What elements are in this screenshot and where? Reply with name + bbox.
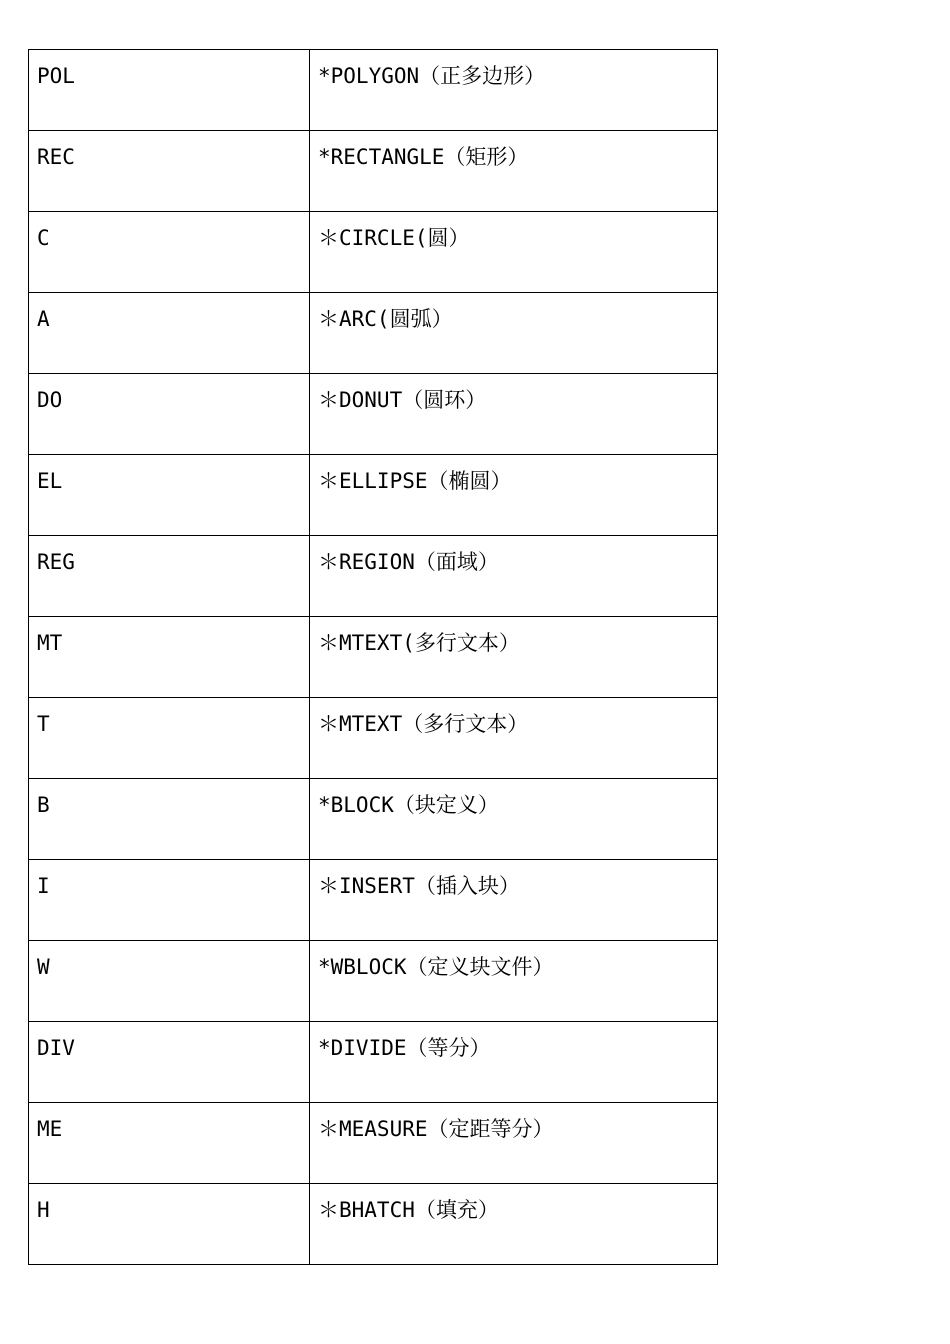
alias-cell: EL xyxy=(29,455,310,536)
table-row xyxy=(29,374,718,455)
table-body xyxy=(29,50,718,1265)
table-row xyxy=(29,131,718,212)
alias-cell: REC xyxy=(29,131,310,212)
table-row xyxy=(29,941,718,1022)
command-cell: ＊REGION（面域） xyxy=(310,536,718,617)
alias-cell: C xyxy=(29,212,310,293)
command-cell: ＊BHATCH（填充） xyxy=(310,1184,718,1265)
alias-cell: DIV xyxy=(29,1022,310,1103)
table-row xyxy=(29,617,718,698)
command-cell: ＊MTEXT(多行文本） xyxy=(310,617,718,698)
table-row xyxy=(29,779,718,860)
alias-cell: T xyxy=(29,698,310,779)
command-cell: ＊DONUT（圆环） xyxy=(310,374,718,455)
command-cell: *POLYGON（正多边形） xyxy=(310,50,718,131)
alias-cell: W xyxy=(29,941,310,1022)
alias-cell: DO xyxy=(29,374,310,455)
table-row xyxy=(29,293,718,374)
command-cell: *BLOCK（块定义） xyxy=(310,779,718,860)
table-row xyxy=(29,860,718,941)
table-row xyxy=(29,455,718,536)
command-cell: ＊ELLIPSE（椭圆） xyxy=(310,455,718,536)
command-cell: *DIVIDE（等分） xyxy=(310,1022,718,1103)
command-cell: *WBLOCK（定义块文件） xyxy=(310,941,718,1022)
command-alias-table xyxy=(28,49,718,1265)
alias-cell: H xyxy=(29,1184,310,1265)
alias-cell: POL xyxy=(29,50,310,131)
alias-cell: I xyxy=(29,860,310,941)
table-row xyxy=(29,212,718,293)
table-row xyxy=(29,698,718,779)
command-cell: ＊ARC(圆弧） xyxy=(310,293,718,374)
table-row xyxy=(29,536,718,617)
command-cell: ＊MTEXT（多行文本） xyxy=(310,698,718,779)
alias-cell: B xyxy=(29,779,310,860)
table-row xyxy=(29,50,718,131)
table-row xyxy=(29,1103,718,1184)
alias-cell: REG xyxy=(29,536,310,617)
command-cell: ＊MEASURE（定距等分） xyxy=(310,1103,718,1184)
alias-cell: A xyxy=(29,293,310,374)
alias-cell: ME xyxy=(29,1103,310,1184)
table-row xyxy=(29,1184,718,1265)
table-row xyxy=(29,1022,718,1103)
alias-cell: MT xyxy=(29,617,310,698)
command-cell: ＊INSERT（插入块） xyxy=(310,860,718,941)
command-cell: ＊CIRCLE(圆） xyxy=(310,212,718,293)
command-cell: *RECTANGLE（矩形） xyxy=(310,131,718,212)
